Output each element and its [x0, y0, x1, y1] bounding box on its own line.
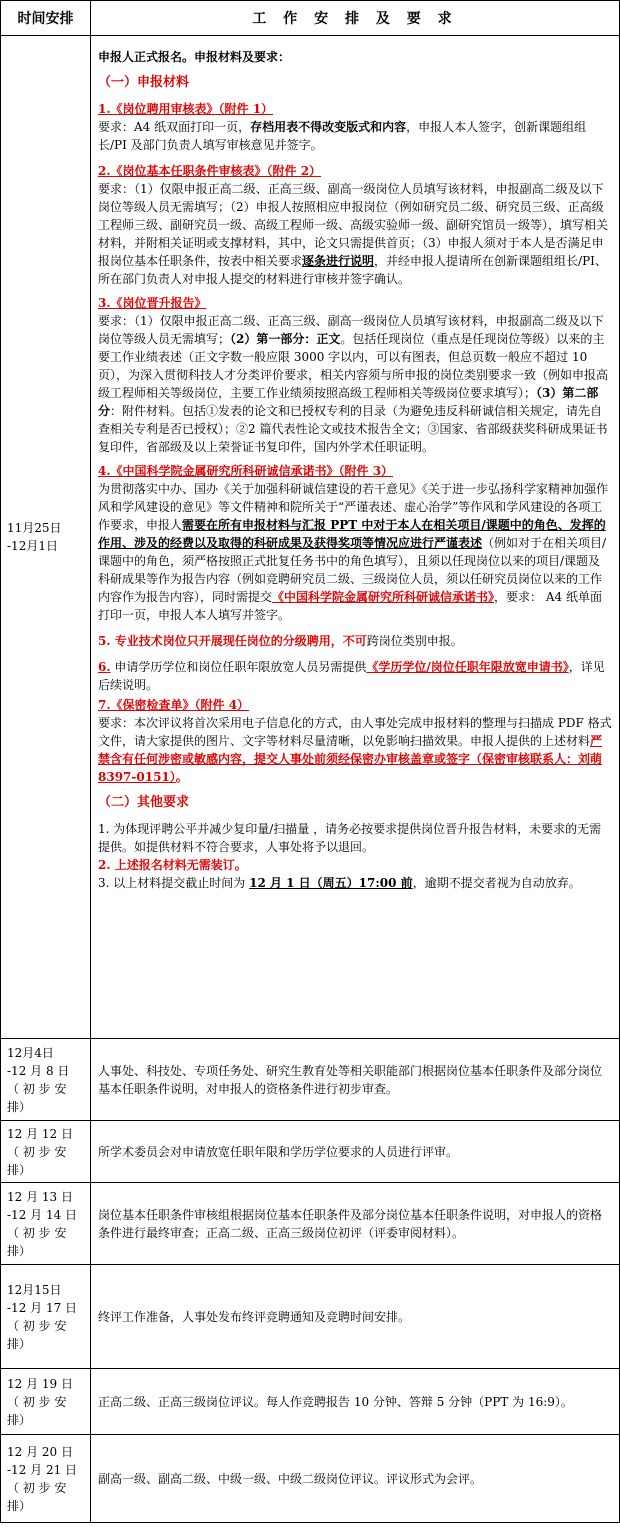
row-date [1, 1183, 91, 1265]
row-date [1, 1435, 91, 1523]
table-header-row [1, 1, 620, 36]
item-2 [98, 162, 612, 288]
item-3 [98, 294, 612, 456]
date-line: 排） [7, 1243, 32, 1258]
other-3 [98, 874, 612, 892]
row-content: 人事处、科技处、专项任务处、研究生教育处等相关职能部门根据岗位基本任职条件及部分岗位基本任职条件说明，对申报人的资格条件进行初步审查。 [91, 1039, 620, 1121]
item-4 [98, 462, 612, 624]
text: （2）第一部分：正文 [230, 332, 341, 346]
date-line: （ 初 步 安 [7, 1480, 67, 1495]
other-1: 1. 为体现评聘公平并减少复印量/扫描量 ，请务必按要求提供岗位晋升报告材料，未要求的无需提供。如提供材料不符合要求，人事处将予以退回。 [98, 822, 602, 854]
item-title: 7.《保密检查单》（附件 4） [98, 698, 250, 712]
date-line: 12 月 13 日 [7, 1189, 73, 1204]
intro-text: 申报人正式报名。申报材料及要求： [98, 50, 291, 64]
text: 申请学历学位和岗位任职年限放宽人员另需提供 [110, 660, 367, 674]
text: （保密审核联系人：刘萌 8397-0151） [98, 752, 603, 784]
date-line: 排） [7, 1162, 32, 1177]
table-row [1, 1121, 620, 1183]
text: 6. [98, 660, 111, 674]
table-row [1, 36, 620, 1039]
text: （例如对于在相关项目/课题中的角色，须严格按照正式批复任务书中的角色填写），且须以任现岗位以来的项目/课题及科研成果等作为报告内容（例如竞聘研究员二级、三级岗位人员，须以任研究员岗位以来的工作内容作为报告内容），同时需提交 [98, 536, 607, 604]
table-row [1, 1183, 620, 1265]
date-line: （ 初 步 安 [7, 1318, 67, 1333]
text: 要求：（1）仅限申报正高二级、正高三级、副高一级岗位人员填写该材料，申报副高二级及以下岗位等级人员无需填写； [98, 314, 604, 346]
text: 。 [175, 770, 188, 784]
text: 12 月 1 日（周五）17:00 前 [249, 876, 413, 890]
date-line: 12 月 19 日 [7, 1376, 73, 1391]
date-line: （ 初 步 安 [7, 1081, 67, 1096]
date-line: （ 初 步 安 [7, 1394, 67, 1409]
text: 需要在所有申报材料与汇报 PPT 中对于本人在相关项目/课题中的角色、发挥的作用、涉及的经费以及取得的科研成果及获得奖项等情况应进行严谨表述 [98, 518, 606, 550]
table-row [1, 1435, 620, 1523]
item-1 [98, 100, 612, 154]
text: 跨岗位类别申报。 [366, 634, 463, 648]
row-date [1, 1039, 91, 1121]
item-7 [98, 696, 612, 786]
item-title: 2.《岗位基本任职条件审核表》（附件 2） [98, 164, 322, 178]
item-title: 4.《中国科学院金属研究所科研诚信承诺书》（附件 3） [98, 464, 394, 478]
row-content: 所学术委员会对申请放宽任职年限和学历学位要求的人员进行评审。 [91, 1121, 620, 1183]
row-date [1, 1265, 91, 1369]
date-line: 12 月 12 日 [7, 1126, 73, 1141]
date-line: 12 月 20 日 [7, 1444, 73, 1459]
text: 逐条进行说明 [302, 254, 375, 268]
text: ，详见后续说明。 [98, 660, 605, 692]
other-2: 2. 上述报名材料无需装订。 [98, 858, 247, 872]
text: 严禁含有任何涉密或敏感内容，提交人事处前须经保密办审核盖章或签字 [98, 734, 603, 766]
text: 《学历学位/岗位任职年限放宽申请书》 [366, 660, 569, 674]
date-line: （ 初 步 安 [7, 1225, 67, 1240]
table-row [1, 1039, 620, 1121]
text: ，逾期不提交者视为自动放弃。 [412, 876, 581, 890]
text: 《中国科学院金属研究所科研诚信承诺书》 [272, 590, 495, 604]
date-line: 11月25日 [7, 521, 62, 535]
item-5 [98, 632, 612, 650]
header-time: 时间安排 [1, 1, 91, 36]
text: 存档用表不得改变版式和内容 [250, 120, 407, 134]
text: ，并经申报人提请所在创新课题组组长/PI、所在部门负责人对申报人提交的材料进行审核并签字确认。 [98, 254, 607, 286]
row-date [1, 1369, 91, 1435]
date-line: -12 月 21 日 [7, 1462, 78, 1477]
table-row [1, 1369, 620, 1435]
date-line: 排） [7, 1412, 32, 1427]
header-arrangement: 工 作 安 排 及 要 求 [91, 1, 620, 36]
text: ，申报人本人签字，创新课题组组长/PI 及部门负责人填写审核意见并签字。 [98, 120, 587, 152]
date-line: -12 月 17 日 [7, 1300, 78, 1315]
text: 要求：A4 纸双面打印一页， [98, 120, 251, 134]
section-title: （二）其他要求 [98, 795, 190, 810]
row-date [1, 1121, 91, 1183]
text: 。包括任现岗位（重点是任现岗位等级）以来的主要工作业绩表述（正文字数一般应限 3000 字以内，可以有图表，但总页数一般应不超过 10 页），为深入贯彻科技人才分类评价要求，相关内容须与所申报的岗位类别要求一致（例如申报高级工程师相关等级岗位，主要工作业绩须按照高级工程师相关等级岗位要求填写）； [98, 332, 609, 400]
text: ：附件材料。包括①发表的论文和已授权专利的目录（为避免违反科研诚信相关规定，请先自查相关专利是否已授权）；②2 篇代表性论文或技术报告全文；③国家、省部级获奖科研成果证书复印件，省部级及以上荣誉证书复印件，国内外学术任职证明。 [98, 404, 608, 454]
date-line: 排） [7, 1099, 32, 1114]
date-line: -12 月 14 日 [7, 1207, 78, 1222]
row-content: 岗位基本任职条件审核组根据岗位基本任职条件及部分岗位基本任职条件说明，对申报人的资格条件进行最终审查；正高二级、正高三级岗位初评（评委审阅材料）。 [91, 1183, 620, 1265]
text: 要求：（1）仅限申报正高二级、正高三级、副高一级岗位人员填写该材料，申报副高二级及以下岗位等级人员无需填写；（2）申报人按照相应申报岗位（例如研究员二级、研究员三级、正高级工程师三级、副研究员一级、高级工程师一级、高级实验师一级、副研究馆员一级等），填写相关材料，并附相关证明或支撑材料，其中，论文只需提供首页；（3）申报人须对于本人是否满足申报岗位基本任职条件，按表中相关要求 [98, 182, 609, 268]
text: 要求：本次评议将首次采用电子信息化的方式，由人事处完成申报材料的整理与扫描成 PDF 格式文件，请大家提供的图片、文字等材料尽量清晰，以免影响扫描效果。申报人提供的上述材料 [98, 716, 612, 748]
text: ，要求： A4 纸单面打印一页，申报人本人填写并签字。 [98, 590, 602, 622]
row-content: 副高一级、副高二级、中级一级、中级二级岗位评议。评议形式为会评。 [91, 1435, 620, 1523]
date-line: （ 初 步 安 [7, 1144, 67, 1159]
row-content [91, 36, 620, 1039]
date-line: -12月1日 [7, 539, 58, 553]
section-title: （一）申报材料 [98, 75, 190, 90]
text: 3. 以上材料提交截止时间为 [98, 876, 250, 890]
date-line: 排） [7, 1336, 32, 1351]
row-content: 正高二级、正高三级岗位评议。每人作竞聘报告 10 分钟、答辩 5 分钟（PPT 为 16:9）。 [91, 1369, 620, 1435]
item-title: 3.《岗位晋升报告》 [98, 296, 207, 310]
date-line: 12月4日 [7, 1045, 54, 1060]
date-line: 排） [7, 1498, 32, 1513]
text: 5. 专业技术岗位只开展现任岗位的分级聘用，不可 [98, 634, 367, 648]
date-line: 12月15日 [7, 1282, 62, 1297]
item-6 [98, 658, 612, 694]
item-title: 1.《岗位聘用审核表》（附件 1） [98, 102, 274, 116]
row-date [1, 36, 91, 1039]
row-content: 终评工作准备，人事处发布终评竞聘通知及竞聘时间安排。 [91, 1265, 620, 1369]
table-row [1, 1265, 620, 1369]
text: （3）第二部分 [98, 386, 599, 418]
text: 为贯彻落实中办、国办《关于加强科研诚信建设的若干意见》《关于进一步弘扬科学家精神加强作风和学风建设的意见》等文件精神和院所关于“严谨表述、虚心治学”等作风和学风建设的各项工作要求，申报人 [98, 482, 609, 532]
date-line: -12 月 8 日 [7, 1063, 70, 1078]
